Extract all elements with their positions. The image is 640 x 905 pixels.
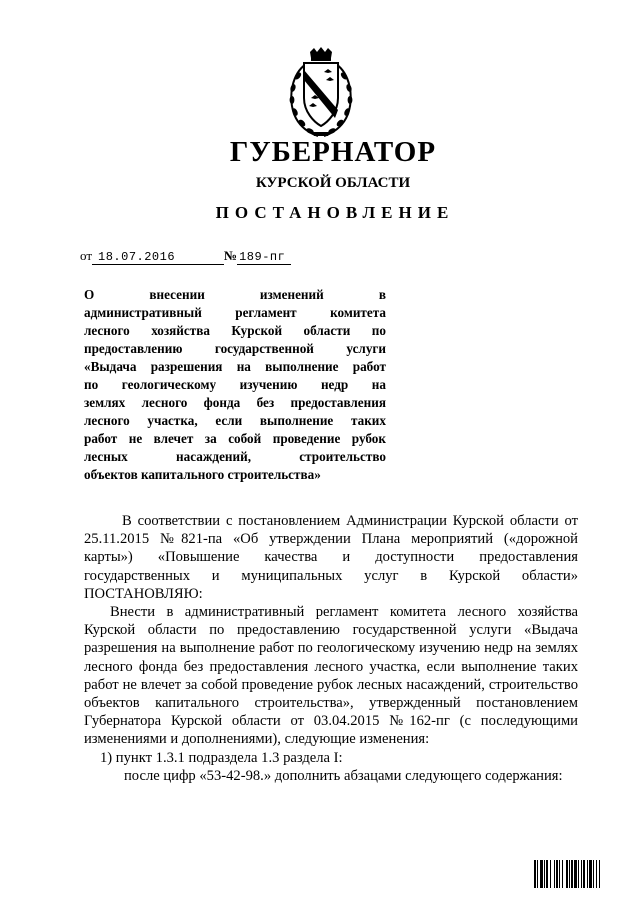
subject-line: лесного хозяйства Курской области по [84,323,386,338]
body-paragraph: В соответствии с постановлением Администрации Курской области от 25.11.2015 №821-па «Об утверждении Плана мероприятий («дорожной карты») «Повышение качества и доступности предоставления государственных и муниципальных услуг в Курской области» ПОСТАНОВЛЯЮ: [84,513,578,602]
document-subtitle: КУРСКОЙ ОБЛАСТИ [255,175,411,191]
subject-line: работ не влечет за собой проведение рубок [84,431,386,446]
subject-line: объектов капитального строительства» [84,467,321,482]
subject-line: О внесении изменений в [84,287,386,302]
date-prefix: от [80,248,93,263]
body-paragraph: Внести в административный регламент комитета лесного хозяйства Курской области по предоставлению государственной услуги «Выдача разрешения на выполнение работ по геологическому изучению недр на землях лесного фонда без предоставления лесного участка, если выполнение таких работ не влечет за собой проведение рубок лесных насаждений, строительство объектов капитального строительства», утвержденный постановлением Губернатора Курской области от 03.04.2015 №162-пг (с последующими изменениями и дополнениями), следующие изменения: [84,604,578,748]
subject-line: землях лесного фонда без предоставления [84,395,386,410]
body-paragraph: 1) пункт 1.3.1 подраздела 1.3 раздела I: [100,749,343,766]
subject-line: по геологическому изучению недр на [84,377,386,392]
document-type: ПОСТАНОВЛЕНИЕ [215,203,455,222]
subject-line: предоставлению государственной услуги [84,341,386,356]
document-body [84,512,578,785]
document-title: ГУБЕРНАТОР [229,136,437,168]
subject-line: лесного участка, если выполнение таких [84,413,386,428]
document-subject [84,286,386,484]
body-paragraph: после цифр «53-42-98.» дополнить абзацами следующего содержания: [124,767,563,784]
date-number-line [80,248,291,265]
number-sign: № [224,248,238,263]
subject-line: административный регламент комитета [84,305,386,320]
document-date: 18.07.2016 [92,251,224,265]
document-number: 189-пг [237,251,291,265]
subject-line: «Выдача разрешения на выполнение работ [84,359,386,374]
barcode-icon [534,860,620,888]
coat-of-arms-emblem [284,46,358,138]
subject-line: лесных насаждений, строительство [84,449,386,464]
